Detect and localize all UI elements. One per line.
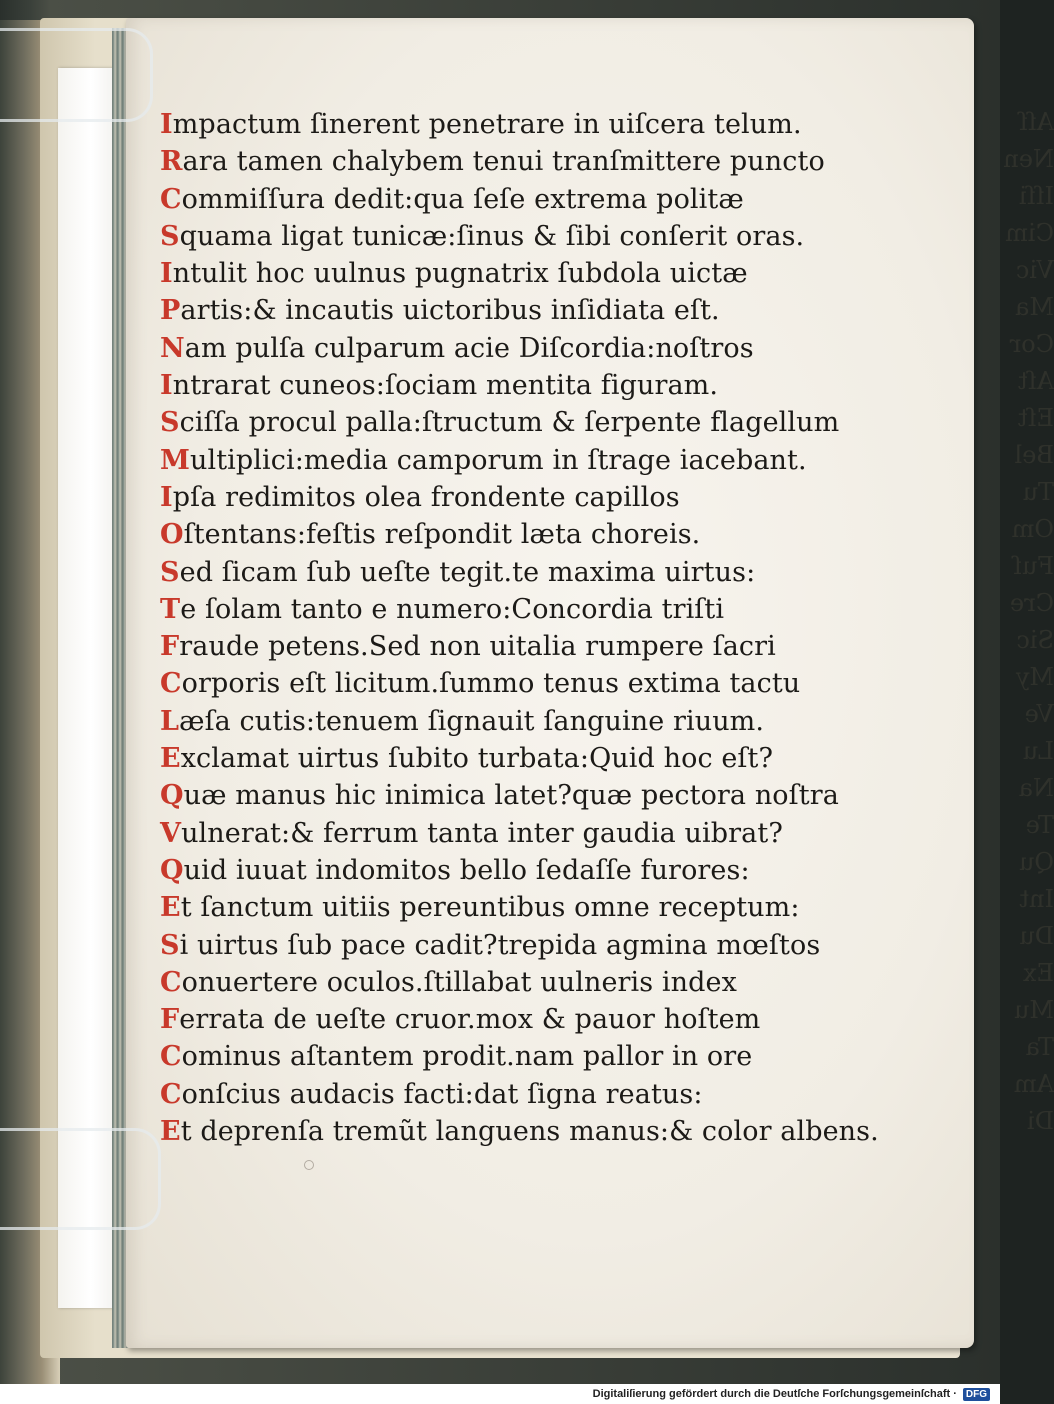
bleed-line: Vic — [1015, 256, 1054, 284]
text-line — [160, 964, 860, 1001]
line-text: errata de ueſte cruor.mox & pauor hoſtem — [179, 1004, 761, 1036]
bleed-line: Iſſi — [1019, 182, 1054, 210]
text-line — [160, 181, 860, 218]
text-line — [160, 852, 860, 889]
line-text: ntulit hoc uulnus pugnatrix ſubdola uictæ — [172, 258, 748, 290]
rubricated-initial: V — [160, 817, 182, 849]
paper-blemish — [304, 1160, 314, 1170]
line-text: raude petens.Sed non uitalia rumpere ſacri — [179, 631, 776, 663]
line-text: ed ſicam ſub ueſte tegit.te maxima uirtus: — [179, 556, 756, 588]
rubricated-initial: S — [160, 556, 180, 588]
footer-credit-bar — [0, 1384, 1000, 1404]
line-text: i uirtus ſub pace cadit?trepida agmina mœſtos — [179, 929, 821, 961]
text-line — [160, 591, 860, 628]
rubricated-initial: C — [160, 966, 182, 998]
bleed-line: Du — [1019, 922, 1054, 950]
rubricated-initial: I — [160, 109, 173, 140]
rubricated-initial: M — [160, 444, 190, 476]
text-line — [160, 740, 860, 777]
rubricated-initial: C — [160, 668, 182, 700]
line-text: ntrarat cuneos:ſociam mentita figuram. — [172, 370, 719, 402]
rubricated-initial: C — [160, 1078, 182, 1110]
rubricated-initial: Q — [160, 780, 184, 812]
text-line — [160, 516, 860, 553]
text-line — [160, 665, 860, 702]
text-line — [160, 292, 860, 329]
bleed-line: Aſſ — [1018, 108, 1054, 136]
line-text: mpactum ſinerent penetrare in uiſcera telum. — [172, 109, 802, 140]
bleed-line: Sic — [1016, 626, 1054, 654]
line-text: ulnerat:& ferrum tanta inter gaudia uibrat? — [181, 817, 783, 849]
bleed-line: Cor — [1009, 330, 1054, 358]
line-text: artis:& incautis uictoribus inſidiata eſt. — [180, 295, 720, 327]
bleed-line: Qu — [1018, 848, 1054, 876]
rubricated-initial: N — [160, 332, 185, 364]
line-text: ommiſſura dedit:qua ſeſe extrema politæ — [181, 183, 744, 215]
plastic-clip-bottom — [0, 1128, 161, 1230]
bleed-line: My — [1015, 663, 1054, 691]
text-line — [160, 554, 860, 591]
bleed-line: Cre — [1009, 589, 1054, 617]
bleed-line: Nen — [1003, 145, 1054, 173]
page-text-block — [160, 106, 879, 1150]
rubricated-initial: E — [160, 892, 181, 924]
line-text: t ſanctum uitiis pereuntibus omne receptum: — [180, 892, 800, 924]
line-text: ciſſa procul palla:ſtructum & ſerpente flagellum — [179, 407, 840, 439]
text-line — [160, 927, 860, 964]
text-line — [160, 889, 860, 926]
rubricated-initial: P — [160, 295, 181, 327]
plastic-clip-top — [0, 28, 153, 122]
line-text: onuertere oculos.ſtillabat uulneris index — [181, 966, 737, 998]
text-line — [160, 106, 860, 143]
line-text: quama ligat tunicæ:ſinus & ſibi conſerit oras. — [179, 220, 805, 252]
line-text: uid iuuat indomitos bello ſedaſſe furores: — [183, 854, 750, 886]
bleed-line: Ve — [1024, 700, 1054, 728]
line-text: xclamat uirtus ſubito turbata:Quid hoc eſt? — [180, 743, 774, 775]
line-text: am pulſa culparum acie Diſcordia:noſtros — [184, 332, 754, 364]
line-text: ſtentans:feſtis reſpondit læta choreis. — [183, 519, 701, 551]
rubricated-initial: E — [160, 743, 181, 775]
bleed-line: Am — [1013, 1070, 1054, 1098]
rubricated-initial: O — [160, 519, 184, 551]
bleed-line: Ma — [1015, 293, 1054, 321]
rubricated-initial: Q — [160, 854, 184, 886]
text-line — [160, 143, 860, 180]
bleed-line: Di — [1027, 1107, 1054, 1135]
text-line — [160, 1038, 860, 1075]
bleed-line: Ex — [1022, 959, 1054, 987]
rubricated-initial: C — [160, 183, 182, 215]
bleed-line: Om — [1011, 515, 1054, 543]
text-line — [160, 442, 860, 479]
text-line — [160, 815, 860, 852]
rubricated-initial: F — [160, 631, 180, 663]
text-line — [160, 255, 860, 292]
bleed-line: Ta — [1025, 1033, 1054, 1061]
line-text: orporis eſt licitum.ſummo tenus extima tactu — [181, 668, 801, 700]
line-text: ara tamen chalybem tenui tranſmittere puncto — [182, 146, 825, 178]
text-line — [160, 330, 860, 367]
funding-credit: Digitaliſierung gefördert durch die Deutſche Forſchungsgemeinſchaft · — [592, 1388, 957, 1400]
text-line — [160, 1001, 860, 1038]
bleed-line: Te — [1025, 811, 1054, 839]
bleed-line: Fuſ — [1013, 552, 1054, 580]
bleed-line: Int — [1019, 885, 1054, 913]
bleed-line: Bel — [1014, 441, 1054, 469]
text-line — [160, 703, 860, 740]
line-text: uæ manus hic inimica latet?quæ pectora noſtra — [183, 780, 839, 812]
bleed-line: Eſt — [1017, 404, 1054, 432]
text-line — [160, 218, 860, 255]
rubricated-initial: F — [160, 1004, 180, 1036]
line-text: ominus aſtantem prodit.nam pallor in ore — [181, 1041, 753, 1073]
text-line — [160, 777, 860, 814]
text-line — [160, 367, 860, 404]
bleed-line: Cim — [1005, 219, 1054, 247]
rubricated-initial: I — [160, 370, 173, 402]
text-line — [160, 1076, 860, 1113]
line-text: pſa redimitos olea frondente capillos — [172, 481, 680, 513]
text-line — [160, 479, 860, 516]
text-line — [160, 628, 860, 665]
text-line — [160, 404, 860, 441]
line-text: onſcius audacis facti:dat ſigna reatus: — [181, 1078, 703, 1110]
line-text: æſa cutis:tenuem ſignauit ſanguine riuum. — [179, 705, 765, 737]
bleed-line: Lu — [1022, 737, 1054, 765]
rubricated-initial: T — [160, 593, 181, 625]
rubricated-initial: R — [160, 146, 183, 178]
bleed-line: Aſt — [1018, 367, 1054, 395]
rubricated-initial: S — [160, 929, 180, 961]
rubricated-initial: S — [160, 220, 180, 252]
bleed-through-text — [974, 104, 1054, 1144]
text-line — [160, 1113, 879, 1150]
line-text: e ſolam tanto e numero:Concordia triſti — [180, 593, 725, 625]
dfg-logo: DFG — [963, 1388, 990, 1401]
line-text: t deprenſa tremũt languens manus:& color albens. — [180, 1116, 879, 1148]
rubricated-initial: I — [160, 258, 173, 290]
rubricated-initial: I — [160, 481, 173, 513]
bleed-line: Na — [1018, 774, 1054, 802]
line-text: ultiplici:media camporum in ſtrage iacebant. — [190, 444, 807, 476]
bleed-line: Mu — [1013, 996, 1054, 1024]
rubricated-initial: L — [160, 705, 180, 737]
bleed-line: Tu — [1022, 478, 1054, 506]
rubricated-initial: E — [160, 1116, 181, 1148]
rubricated-initial: S — [160, 407, 180, 439]
rubricated-initial: C — [160, 1041, 182, 1073]
